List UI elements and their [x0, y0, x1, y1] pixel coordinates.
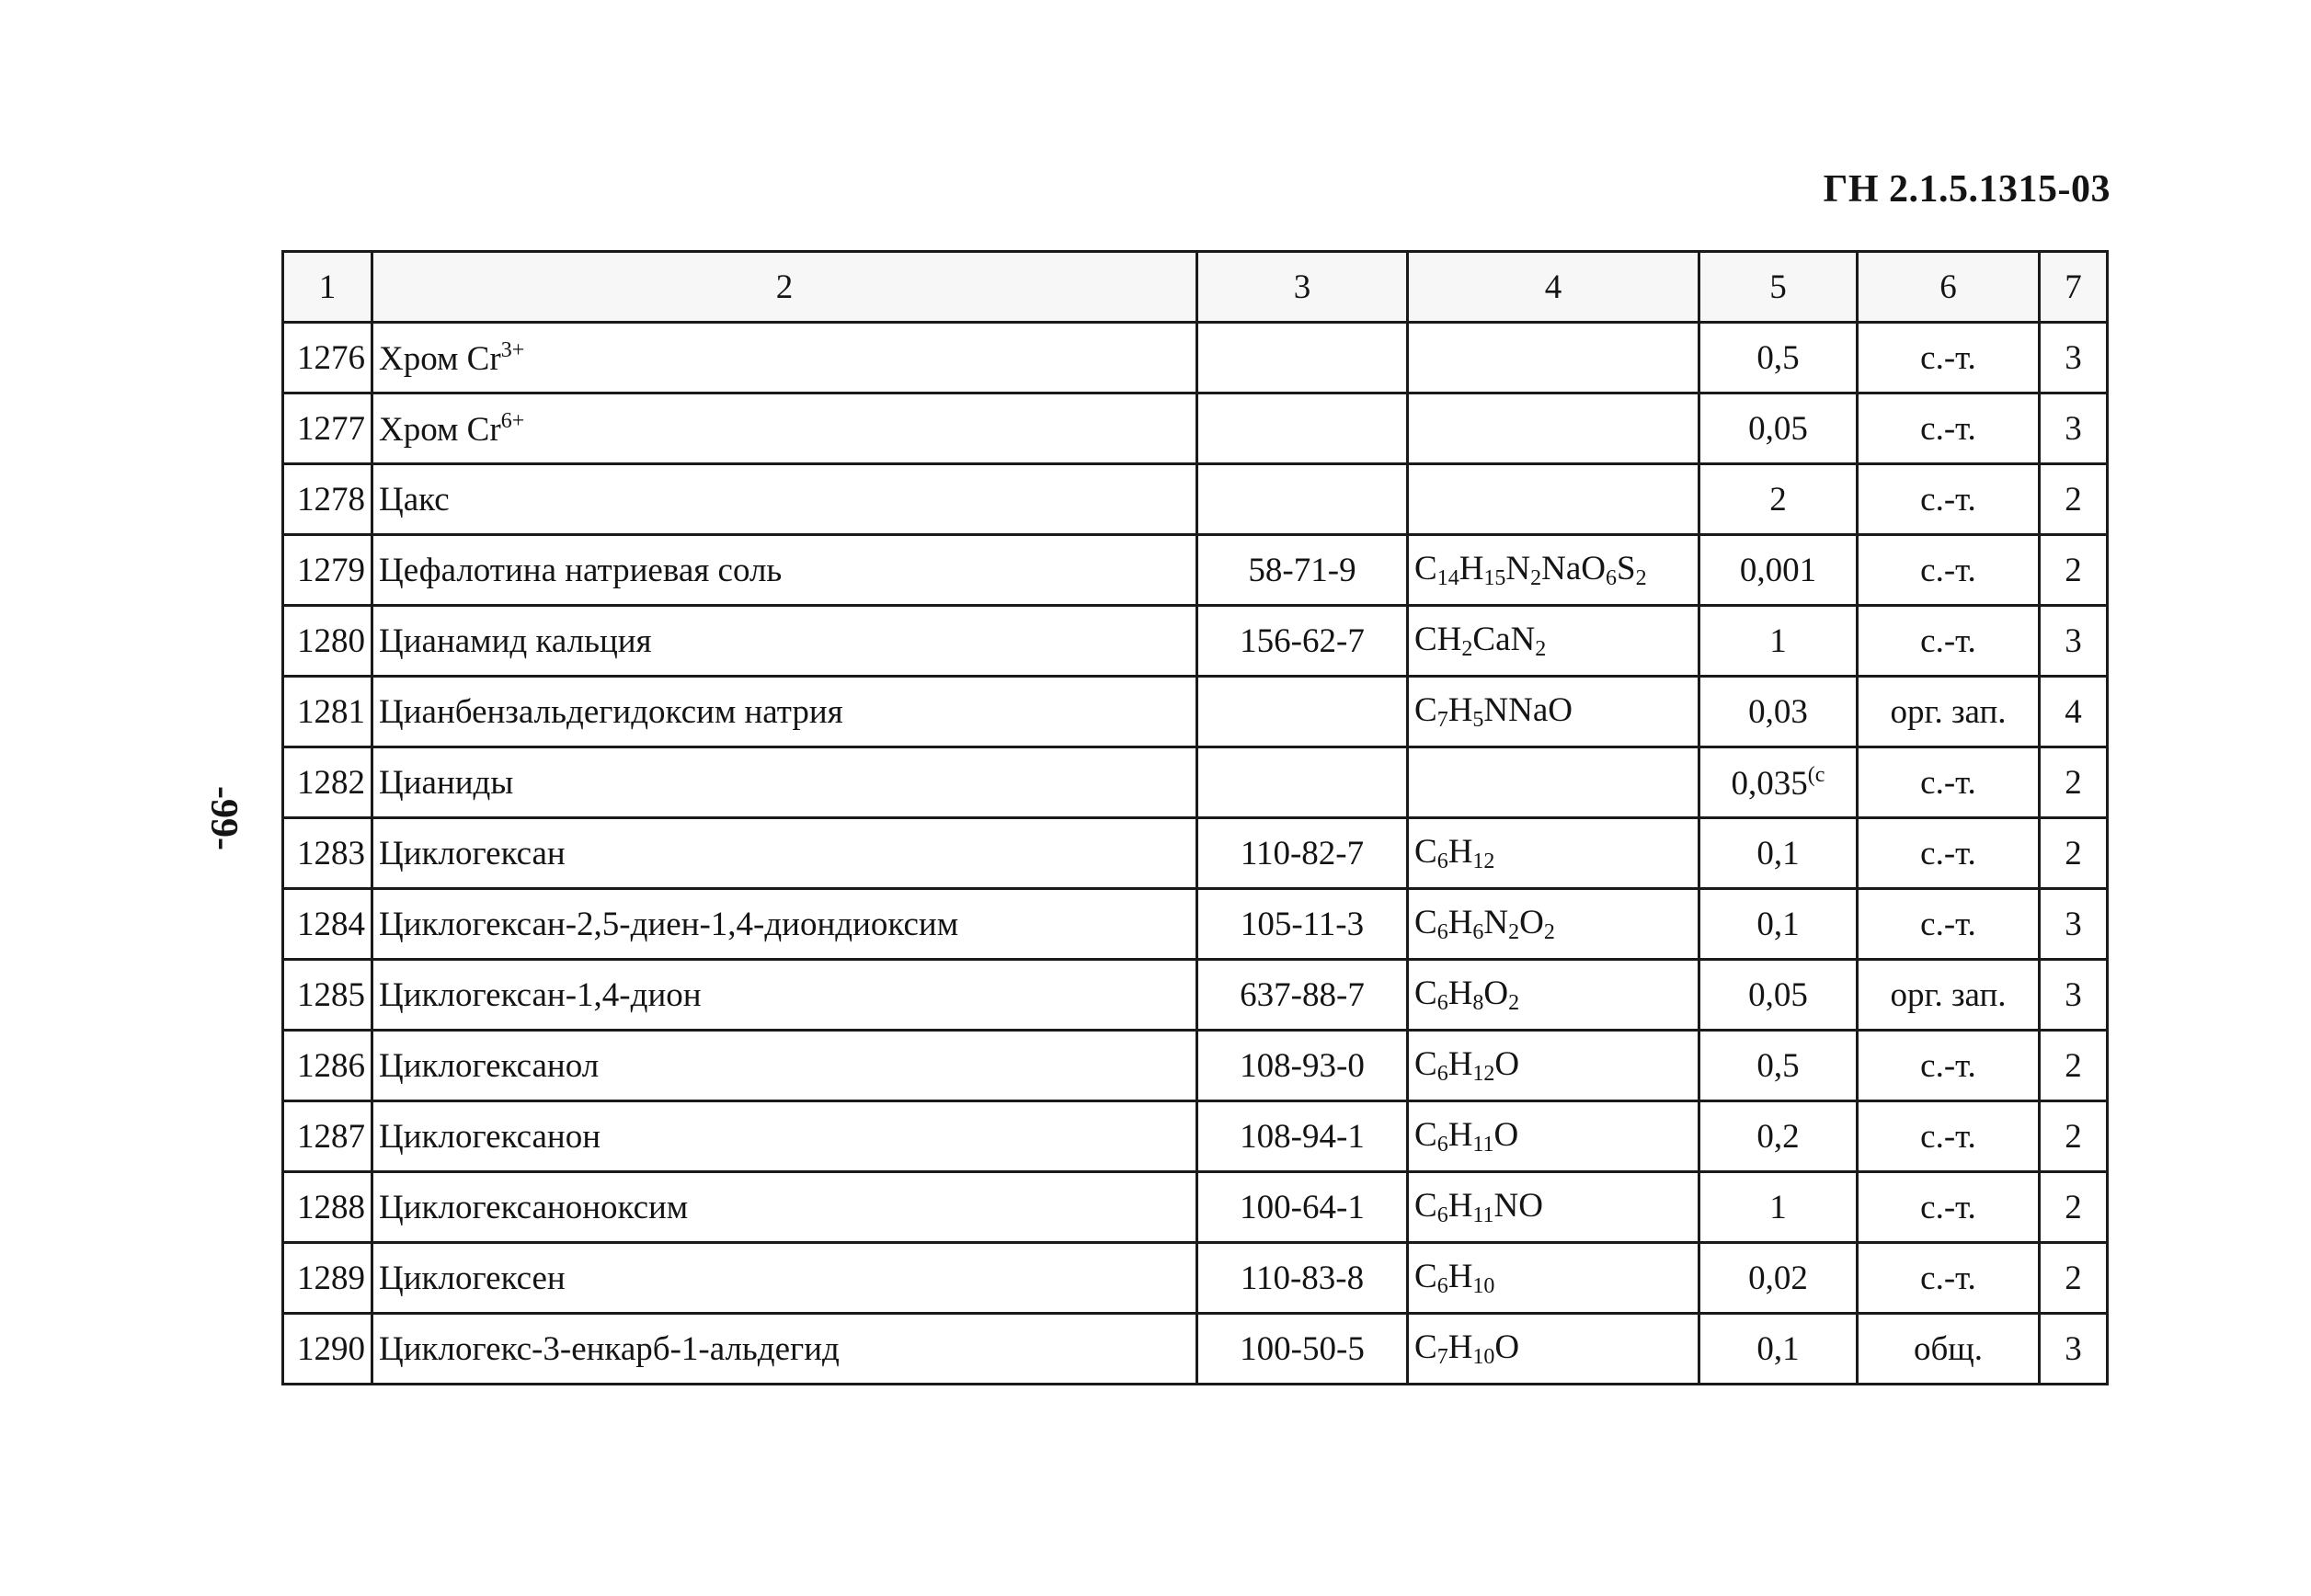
hazard-sign-cell: с.-т.: [1858, 393, 2040, 464]
hazard-class-cell: 2: [2040, 1101, 2108, 1172]
table-row: [283, 606, 2108, 677]
concentration-cell: 0,1: [1699, 1314, 1858, 1385]
row-number-cell: 1276: [283, 323, 372, 393]
hazard-class-cell: 3: [2040, 960, 2108, 1031]
substance-name-cell: Хром $Cr^{3+}$: [372, 323, 1197, 393]
concentration-cell: 0,1: [1699, 818, 1858, 889]
hazard-sign-cell: с.-т.: [1858, 1172, 2040, 1243]
concentration-cell: 2: [1699, 464, 1858, 535]
table-row: [283, 1101, 2108, 1172]
concentration-cell: 1: [1699, 606, 1858, 677]
column-header: 3: [1197, 252, 1408, 323]
cas-number-cell: [1197, 677, 1408, 747]
hazard-sign-cell: с.-т.: [1858, 1031, 2040, 1101]
formula-cell: [1408, 393, 1699, 464]
cas-number-cell: 108-94-1: [1197, 1101, 1408, 1172]
substance-name-cell: Циклогексанон: [372, 1101, 1197, 1172]
formula-cell: $C_6H_{10}$: [1408, 1243, 1699, 1314]
concentration-cell: 0,5: [1699, 323, 1858, 393]
table-row: [283, 535, 2108, 606]
formula-cell: [1408, 464, 1699, 535]
formula-cell: $C_6H_6N_2O_2$: [1408, 889, 1699, 960]
substance-name-cell: Цианамид кальция: [372, 606, 1197, 677]
cas-number-cell: [1197, 747, 1408, 818]
formula-cell: [1408, 323, 1699, 393]
row-number-cell: 1281: [283, 677, 372, 747]
cas-number-cell: 110-83-8: [1197, 1243, 1408, 1314]
substance-name-cell: Циклогекс-3-енкарб-1-альдегид: [372, 1314, 1197, 1385]
substance-name-cell: Хром $Cr^{6+}$: [372, 393, 1197, 464]
column-header: 7: [2040, 252, 2108, 323]
formula-cell: $C_6H_8O_2$: [1408, 960, 1699, 1031]
concentration-cell: 0,2: [1699, 1101, 1858, 1172]
row-number-cell: 1287: [283, 1101, 372, 1172]
formula-cell: $C_7H_5NNaO$: [1408, 677, 1699, 747]
hazard-class-cell: 2: [2040, 464, 2108, 535]
substance-name-cell: Цакс: [372, 464, 1197, 535]
hazard-class-cell: 3: [2040, 889, 2108, 960]
hazard-class-cell: 4: [2040, 677, 2108, 747]
table-header-row: [283, 252, 2108, 323]
concentration-cell: 0,1: [1699, 889, 1858, 960]
hazard-sign-cell: общ.: [1858, 1314, 2040, 1385]
hazard-sign-cell: с.-т.: [1858, 323, 2040, 393]
row-number-cell: 1288: [283, 1172, 372, 1243]
table-row: [283, 1314, 2108, 1385]
substance-name-cell: Цианиды: [372, 747, 1197, 818]
table-row: [283, 889, 2108, 960]
formula-cell: $C_7H_{10}O$: [1408, 1314, 1699, 1385]
substance-name-cell: Цианбензальдегидоксим натрия: [372, 677, 1197, 747]
formula-cell: [1408, 747, 1699, 818]
concentration-cell: 0,03: [1699, 677, 1858, 747]
row-number-cell: 1285: [283, 960, 372, 1031]
substances-table: [281, 250, 2109, 1385]
formula-cell: $CH_2CaN_2$: [1408, 606, 1699, 677]
row-number-cell: 1280: [283, 606, 372, 677]
hazard-sign-cell: с.-т.: [1858, 1243, 2040, 1314]
hazard-sign-cell: с.-т.: [1858, 606, 2040, 677]
concentration-cell: 0,05: [1699, 960, 1858, 1031]
column-header: 6: [1858, 252, 2040, 323]
cas-number-cell: 108-93-0: [1197, 1031, 1408, 1101]
page-number: -99-: [201, 786, 245, 850]
hazard-sign-cell: с.-т.: [1858, 535, 2040, 606]
substance-name-cell: Циклогексан-1,4-дион: [372, 960, 1197, 1031]
cas-number-cell: [1197, 323, 1408, 393]
hazard-sign-cell: с.-т.: [1858, 1101, 2040, 1172]
substance-name-cell: Циклогексан: [372, 818, 1197, 889]
formula-cell: $C_{14}H_{15}N_2NaO_6S_2$: [1408, 535, 1699, 606]
hazard-class-cell: 2: [2040, 1172, 2108, 1243]
row-number-cell: 1279: [283, 535, 372, 606]
hazard-class-cell: 2: [2040, 1243, 2108, 1314]
substance-name-cell: Циклогексанол: [372, 1031, 1197, 1101]
hazard-class-cell: 2: [2040, 818, 2108, 889]
cas-number-cell: 100-50-5: [1197, 1314, 1408, 1385]
concentration-cell: 0,02: [1699, 1243, 1858, 1314]
table-row: [283, 747, 2108, 818]
formula-cell: $C_6H_{12}$: [1408, 818, 1699, 889]
column-header: 5: [1699, 252, 1858, 323]
document-code: ГН 2.1.5.1315-03: [1823, 168, 2111, 211]
cas-number-cell: 100-64-1: [1197, 1172, 1408, 1243]
formula-cell: $C_6H_{11}NO$: [1408, 1172, 1699, 1243]
hazard-class-cell: 3: [2040, 323, 2108, 393]
formula-cell: $C_6H_{12}O$: [1408, 1031, 1699, 1101]
row-number-cell: 1284: [283, 889, 372, 960]
hazard-class-cell: 3: [2040, 606, 2108, 677]
column-header: 1: [283, 252, 372, 323]
row-number-cell: 1277: [283, 393, 372, 464]
hazard-class-cell: 3: [2040, 393, 2108, 464]
concentration-cell: 0,05: [1699, 393, 1858, 464]
substance-name-cell: Цефалотина натриевая соль: [372, 535, 1197, 606]
hazard-class-cell: 2: [2040, 535, 2108, 606]
column-header: 4: [1408, 252, 1699, 323]
hazard-class-cell: 3: [2040, 1314, 2108, 1385]
substance-name-cell: Циклогексаноноксим: [372, 1172, 1197, 1243]
table-row: [283, 1031, 2108, 1101]
row-number-cell: 1282: [283, 747, 372, 818]
hazard-class-cell: 2: [2040, 747, 2108, 818]
column-header: 2: [372, 252, 1197, 323]
hazard-sign-cell: орг. зап.: [1858, 960, 2040, 1031]
hazard-sign-cell: орг. зап.: [1858, 677, 2040, 747]
row-number-cell: 1286: [283, 1031, 372, 1101]
row-number-cell: 1289: [283, 1243, 372, 1314]
cas-number-cell: 156-62-7: [1197, 606, 1408, 677]
table-row: [283, 1243, 2108, 1314]
table-row: [283, 960, 2108, 1031]
concentration-cell: 1: [1699, 1172, 1858, 1243]
hazard-sign-cell: с.-т.: [1858, 747, 2040, 818]
row-number-cell: 1278: [283, 464, 372, 535]
concentration-cell: 0,001: [1699, 535, 1858, 606]
concentration-cell: 0,5: [1699, 1031, 1858, 1101]
hazard-sign-cell: с.-т.: [1858, 464, 2040, 535]
table-row: [283, 393, 2108, 464]
cas-number-cell: 105-11-3: [1197, 889, 1408, 960]
cas-number-cell: 637-88-7: [1197, 960, 1408, 1031]
cas-number-cell: 58-71-9: [1197, 535, 1408, 606]
row-number-cell: 1290: [283, 1314, 372, 1385]
concentration-cell: 0,035$^{(c}$: [1699, 747, 1858, 818]
formula-cell: $C_6H_{11}O$: [1408, 1101, 1699, 1172]
table-row: [283, 677, 2108, 747]
substance-name-cell: Циклогексен: [372, 1243, 1197, 1314]
substance-name-cell: Циклогексан-2,5-диен-1,4-диондиоксим: [372, 889, 1197, 960]
cas-number-cell: [1197, 464, 1408, 535]
cas-number-cell: 110-82-7: [1197, 818, 1408, 889]
hazard-sign-cell: с.-т.: [1858, 889, 2040, 960]
table-row: [283, 323, 2108, 393]
table-row: [283, 818, 2108, 889]
hazard-class-cell: 2: [2040, 1031, 2108, 1101]
row-number-cell: 1283: [283, 818, 372, 889]
table-row: [283, 1172, 2108, 1243]
table-row: [283, 464, 2108, 535]
cas-number-cell: [1197, 393, 1408, 464]
hazard-sign-cell: с.-т.: [1858, 818, 2040, 889]
